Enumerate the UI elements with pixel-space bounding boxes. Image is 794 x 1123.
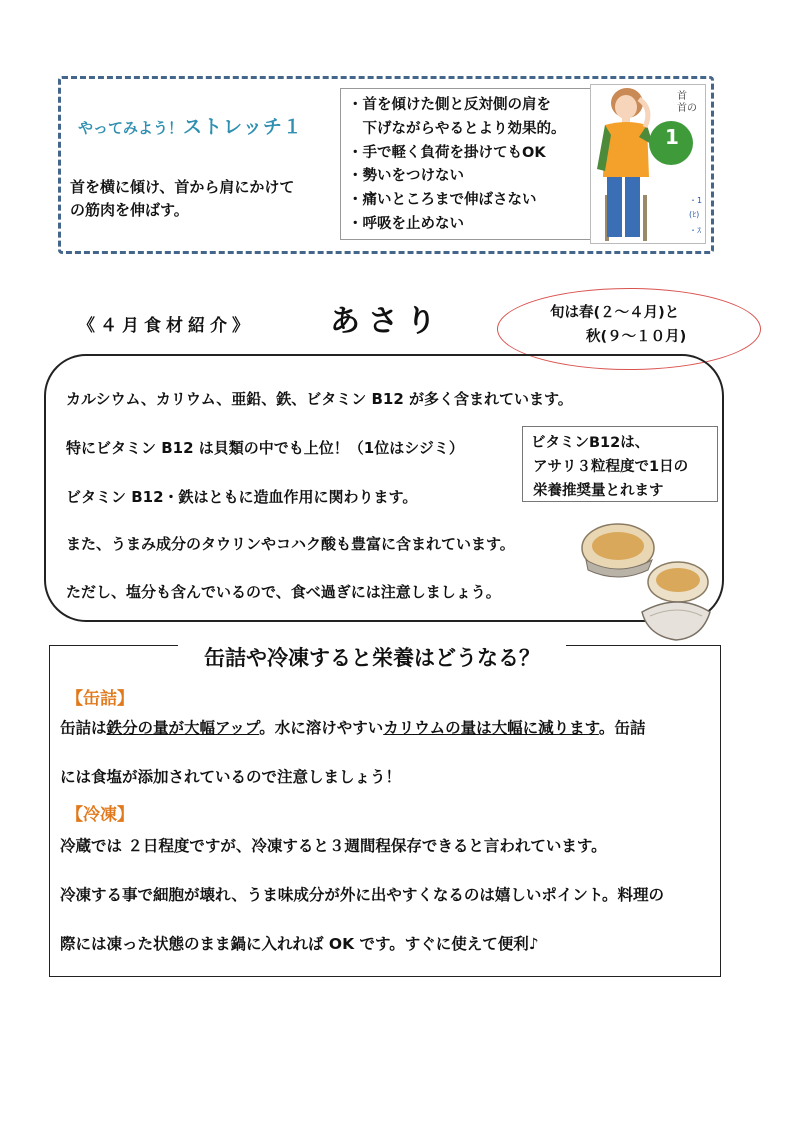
underlined-text-iron: 鉄分の量が大幅アップ	[106, 719, 260, 737]
canned-subtitle: 【缶詰】	[66, 689, 134, 709]
clam-shells-icon	[578, 512, 728, 642]
season-line: 秋(９～１０月)	[586, 329, 687, 345]
text-segment: 。缶詰	[598, 719, 646, 737]
illustration-small-text: (ﾋ)	[689, 210, 700, 219]
stretch-tip: ・手で軽く負荷を掛けてもOK	[348, 145, 546, 161]
stretch-tip: ・呼吸を止めない	[348, 216, 464, 232]
stretch-description-line: の筋肉を伸ばす。	[70, 201, 189, 219]
frozen-subtitle: 【冷凍】	[66, 805, 134, 825]
stretch-illustration	[590, 84, 706, 244]
stretch-description-line: 首を横に傾け、首から肩にかけて	[70, 178, 295, 196]
b12-note-line: アサリ３粒程度で1日の	[533, 459, 689, 475]
asari-info-line: また、うまみ成分のタウリンやコハク酸も豊富に含まれています。	[66, 535, 515, 553]
asari-info-line: ただし、塩分も含んでいるので、食べ過ぎには注意しましょう。	[66, 583, 501, 601]
frozen-text-line: 冷凍する事で細胞が壊れ、うま味成分が外に出やすくなるのは嬉しいポイント。料理の	[60, 886, 665, 904]
vitamin-b12-note-box	[522, 426, 718, 502]
illustration-corner-text: 首	[677, 91, 687, 102]
nutrition-section-frame	[49, 645, 721, 977]
text-segment: 。水に溶けやすい	[259, 719, 384, 737]
clam-illustration	[578, 512, 728, 642]
nutrition-section-title: 缶詰や冷凍すると栄養はどうなる？	[178, 636, 566, 672]
stretch-tip: ・首を傾けた側と反対側の肩を	[348, 97, 551, 113]
canned-text-line	[60, 716, 645, 738]
canned-text-line: には食塩が添加されているので注意しましょう！	[60, 768, 402, 786]
stretch-tip: ・痛いところまで伸ばさない	[348, 192, 537, 208]
stretch-title-main: ストレッチ１	[183, 116, 303, 138]
frozen-text-line: 際には凍った状態のまま鍋に入れれば OK です。すぐに使えて便利♪	[60, 935, 539, 953]
underlined-text-potassium: カリウムの量は大幅に減ります	[383, 719, 599, 737]
frozen-text-line: 冷蔵では ２日程度ですが、冷凍すると３週間程保存できると言われています。	[60, 837, 607, 855]
badge-number: 1	[665, 125, 679, 149]
stretch-tip: ・勢いをつけない	[348, 168, 464, 184]
badge-label: 首の横	[657, 167, 687, 178]
asari-info-line: ビタミン B12・鉄はともに造血作用に関わります。	[66, 488, 418, 506]
stretch-title-prefix: やってみよう！	[78, 119, 184, 137]
illustration-small-text: ・ｽ	[689, 226, 701, 235]
asari-info-line: 特にビタミン B12 は貝類の中でも上位！（1位はシジミ）	[66, 439, 464, 457]
illustration-corner-text: 首の	[677, 103, 697, 114]
stretch-title	[78, 112, 303, 139]
b12-note-line: 栄養推奨量とれます	[533, 483, 664, 499]
month-food-label: 《４月食材紹介》	[78, 316, 254, 336]
stretch-tip: 下げながらやるとより効果的。	[348, 121, 566, 137]
b12-note-line: ビタミンB12は、	[531, 435, 650, 451]
text-segment: 缶詰は	[60, 719, 107, 737]
food-name-heading: あさり	[330, 304, 444, 339]
asari-info-line: カルシウム、カリウム、亜鉛、鉄、ビタミン B12 が多く含まれています。	[66, 390, 573, 408]
illustration-small-text: ・1	[689, 196, 703, 205]
season-line: 旬は春(２～４月)と	[550, 305, 680, 321]
